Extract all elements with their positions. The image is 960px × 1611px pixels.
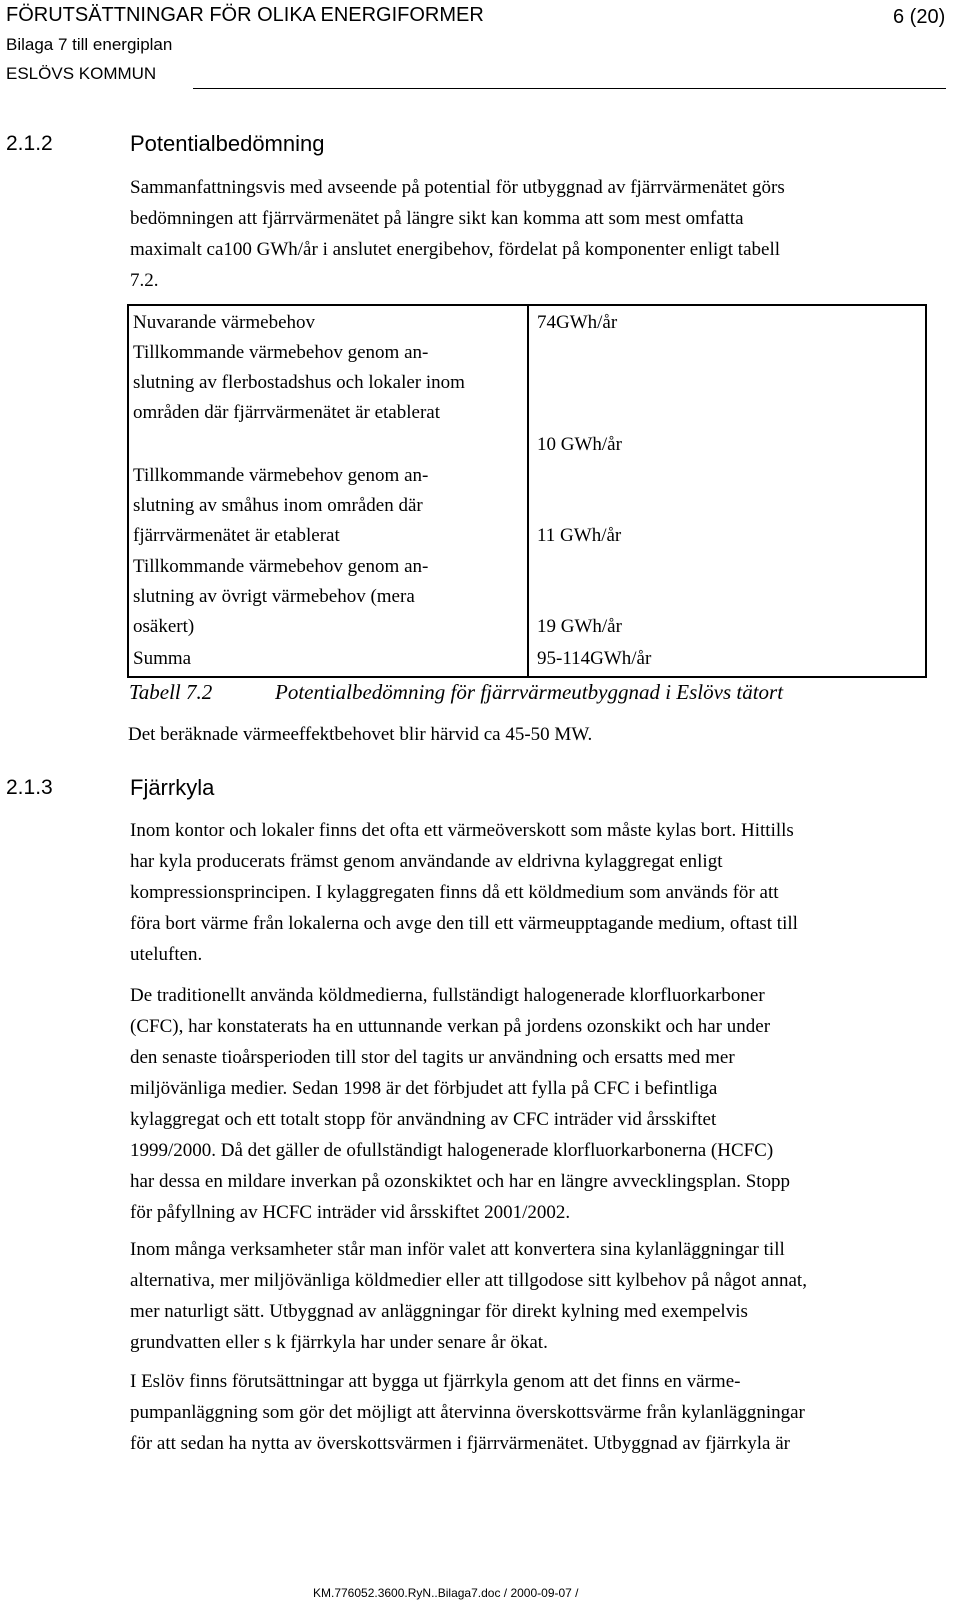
text-line: pumpanläggning som gör det möjligt att återvinna överskottsvärme från kylanläggningar (130, 1402, 805, 1423)
text-line: 7.2. (130, 270, 159, 291)
text-line: föra bort värme från lokalerna och avge den till ett värmeupptagande medium, oftast till (130, 913, 798, 934)
paragraph-district-cooling-4 (130, 1366, 950, 1459)
text-line: De traditionellt använda köldmedierna, fullständigt halogenerade klorfluorkarboner (130, 985, 765, 1006)
text-line: Sammanfattningsvis med avseende på potential för utbyggnad av fjärrvärmenätet görs (130, 177, 785, 198)
section-title-2-1-2: Potentialbedömning (130, 131, 325, 156)
section-number-2-1-3: 2.1.3 (6, 776, 53, 799)
text-line: mer naturligt sätt. Utbyggnad av anläggningar för direkt kylning med exempelvis (130, 1301, 748, 1322)
text-line: miljövänliga medier. Sedan 1998 är det förbjudet att fylla på CFC i befintliga (130, 1078, 718, 1099)
table-row-label: fjärrvärmenätet är etablerat (133, 525, 340, 546)
paragraph-district-cooling-1 (130, 815, 950, 970)
document-header-subtitle: Bilaga 7 till energiplan (6, 35, 173, 54)
header-divider (193, 88, 946, 89)
table-row-value: 10 GWh/år (537, 434, 622, 455)
text-line: för att sedan ha nytta av överskottsvärmen i fjärrvärmenätet. Utbyggnad av fjärrkyla är (130, 1433, 790, 1454)
text-line: maximalt ca100 GWh/år i anslutet energibehov, fördelat på komponenter enligt tabell (130, 239, 781, 260)
table-row-label: osäkert) (133, 616, 195, 637)
text-line: har dessa en mildare inverkan på ozonskiktet och har en längre avvecklingsplan. Stopp (130, 1171, 791, 1192)
page-number: 6 (20) (893, 6, 946, 28)
potential-table (127, 304, 927, 678)
paragraph-district-cooling-2 (130, 980, 950, 1228)
document-footer: KM.776052.3600.RyN..Bilaga7.doc / 2000-09-07 / (313, 1586, 579, 1600)
table-row-label: Tillkommande värmebehov genom an- (133, 556, 429, 577)
heat-power-demand-note: Det beräknade värmeeffektbehovet blir härvid ca 45-50 MW. (128, 724, 593, 745)
text-line: för påfyllning av HCFC inträder vid årsskiftet 2001/2002. (130, 1202, 571, 1223)
section-number-2-1-2: 2.1.2 (6, 132, 53, 155)
table-row-label: områden där fjärrvärmenätet är etablerat (133, 402, 440, 423)
table-column-divider (527, 306, 529, 676)
table-row-label: slutning av flerbostadshus och lokaler inom (133, 372, 465, 393)
text-line: I Eslöv finns förutsättningar att bygga ut fjärrkyla genom att det finns en värme- (130, 1371, 741, 1392)
section-2-1-2-intro (130, 172, 950, 296)
paragraph-district-cooling-3 (130, 1234, 950, 1358)
table-row-label: slutning av småhus inom områden där (133, 495, 423, 516)
table-row-value: 95-114GWh/år (537, 648, 652, 669)
text-line: kompressionsprincipen. I kylaggregaten finns då ett köldmedium som används för att (130, 882, 779, 903)
text-line: bedömningen att fjärrvärmenätet på längre sikt kan komma att som mest omfatta (130, 208, 744, 229)
table-row-label: Nuvarande värmebehov (133, 312, 316, 333)
text-line: kylaggregat och ett totalt stopp för användning av CFC inträder vid årsskiftet (130, 1109, 717, 1130)
table-caption-text: Potentialbedömning för fjärrvärmeutbyggnad i Eslövs tätort (275, 680, 784, 704)
table-row-label: Tillkommande värmebehov genom an- (133, 342, 429, 363)
table-row-value: 74GWh/år (537, 312, 618, 333)
table-row-label: Tillkommande värmebehov genom an- (133, 465, 429, 486)
text-line: alternativa, mer miljövänliga köldmedier eller att tillgodose sitt kylbehov på något annat, (130, 1270, 807, 1291)
table-row-label: Summa (133, 648, 192, 669)
text-line: den senaste tioårsperioden till stor del tagits ur användning och ersatts med mer (130, 1047, 735, 1068)
text-line: har kyla producerats främst genom användande av eldrivna kylaggregat enligt (130, 851, 723, 872)
table-row-value: 11 GWh/år (537, 525, 622, 546)
table-row-value: 19 GWh/år (537, 616, 622, 637)
table-caption-label: Tabell 7.2 (129, 680, 213, 704)
section-title-2-1-3: Fjärrkyla (130, 775, 215, 800)
text-line: Inom många verksamheter står man inför valet att konvertera sina kylanläggningar till (130, 1239, 785, 1260)
text-line: uteluften. (130, 944, 203, 965)
table-row-label: slutning av övrigt värmebehov (mera (133, 586, 415, 607)
text-line: 1999/2000. Då det gäller de ofullständigt halogenerade klorfluorkarbonerna (HCFC) (130, 1140, 774, 1161)
text-line: grundvatten eller s k fjärrkyla har under senare år ökat. (130, 1332, 548, 1353)
document-header-title: FÖRUTSÄTTNINGAR FÖR OLIKA ENERGIFORMER (6, 4, 484, 26)
text-line: (CFC), har konstaterats ha en uttunnande verkan på jordens ozonskikt och har under (130, 1016, 771, 1037)
document-header-organization: ESLÖVS KOMMUN (6, 64, 157, 83)
text-line: Inom kontor och lokaler finns det ofta ett värmeöverskott som måste kylas bort. Hittills (130, 820, 794, 841)
